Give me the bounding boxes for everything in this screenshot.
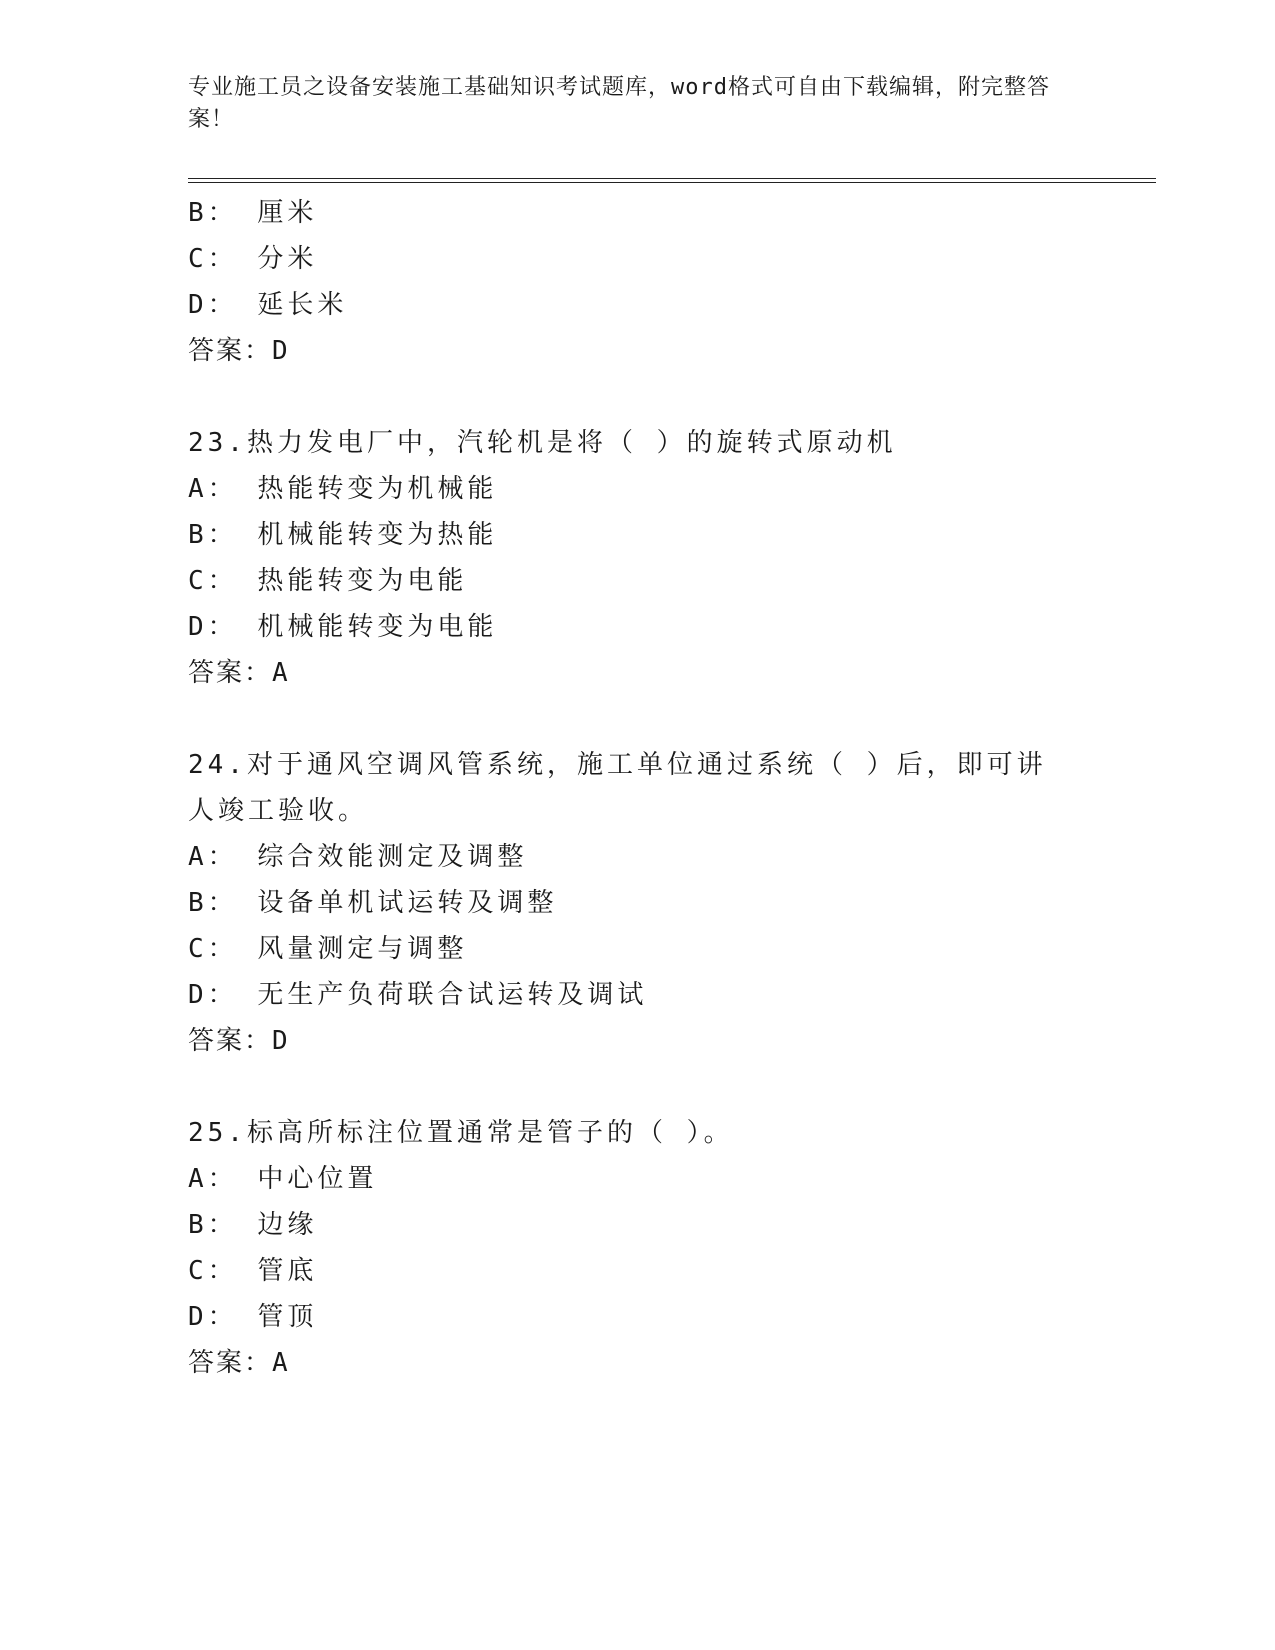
option-c: C： 分米 <box>188 244 318 274</box>
option-label: A <box>188 842 208 872</box>
option-label: C <box>188 934 208 964</box>
option-c: C： 风量测定与调整 <box>188 934 468 964</box>
spacer <box>188 1064 1068 1110</box>
answer-value: D <box>272 336 290 366</box>
option-b: B： 边缘 <box>188 1210 318 1240</box>
option-label: B <box>188 1210 208 1240</box>
option-label: D <box>188 612 208 642</box>
question-stem: 热力发电厂中，汽轮机是将（ ）的旋转式原动机 <box>246 428 897 458</box>
answer-value: A <box>272 658 290 688</box>
option-b: B： 机械能转变为热能 <box>188 520 498 550</box>
header-text: 专业施工员之设备安装施工基础知识考试题库，word格式可自由下载编辑，附完整答案！ <box>188 75 1050 132</box>
option-text: 设备单机试运转及调整 <box>257 888 558 918</box>
option-b: B： 厘米 <box>188 198 318 228</box>
spacer <box>188 696 1068 742</box>
option-text: 厘米 <box>257 198 318 228</box>
document-header <box>188 72 1068 136</box>
question-continued <box>188 190 1068 374</box>
option-label: A <box>188 474 208 504</box>
option-label: C <box>188 1256 208 1286</box>
option-a: A： 中心位置 <box>188 1164 378 1194</box>
option-c: C： 热能转变为电能 <box>188 566 468 596</box>
option-label: B <box>188 520 208 550</box>
header-divider-top <box>188 178 1156 179</box>
answer-line <box>188 650 1068 696</box>
option-text: 热能转变为电能 <box>257 566 468 596</box>
answer-value: A <box>272 1348 290 1378</box>
answer-label: 答案： <box>188 1026 273 1056</box>
answer-line <box>188 1340 1068 1386</box>
option-label: B <box>188 198 208 228</box>
option-b: B： 设备单机试运转及调整 <box>188 888 558 918</box>
question-stem: 对于通风空调风管系统，施工单位通过系统（ ）后，即可讲人竣工验收。 <box>188 750 1047 826</box>
option-label: D <box>188 980 208 1010</box>
question-number: 24. <box>188 750 247 780</box>
option-label: B <box>188 888 208 918</box>
option-text: 边缘 <box>257 1210 318 1240</box>
question-text <box>188 420 1068 466</box>
option-text: 无生产负荷联合试运转及调试 <box>257 980 648 1010</box>
option-a: A： 热能转变为机械能 <box>188 474 498 504</box>
option-label: C <box>188 244 208 274</box>
answer-label: 答案： <box>188 658 273 688</box>
question-text <box>188 1110 1068 1156</box>
option-text: 综合效能测定及调整 <box>257 842 528 872</box>
question-23 <box>188 420 1068 696</box>
question-number: 25. <box>188 1118 247 1148</box>
question-number: 23. <box>188 428 247 458</box>
option-a: A： 综合效能测定及调整 <box>188 842 528 872</box>
answer-line <box>188 328 1068 374</box>
option-text: 分米 <box>257 244 318 274</box>
option-text: 中心位置 <box>257 1164 378 1194</box>
answer-value: D <box>272 1026 290 1056</box>
option-d: D： 机械能转变为电能 <box>188 612 498 642</box>
option-d: D： 管顶 <box>188 1302 318 1332</box>
option-text: 机械能转变为热能 <box>257 520 498 550</box>
option-d: D： 延长米 <box>188 290 348 320</box>
option-label: A <box>188 1164 208 1194</box>
question-text <box>188 742 1068 834</box>
option-text: 管底 <box>257 1256 318 1286</box>
answer-label: 答案： <box>188 1348 273 1378</box>
answer-line <box>188 1018 1068 1064</box>
header-divider-bottom <box>188 182 1156 183</box>
option-text: 热能转变为机械能 <box>257 474 498 504</box>
question-25 <box>188 1110 1068 1386</box>
option-text: 风量测定与调整 <box>257 934 468 964</box>
question-stem: 标高所标注位置通常是管子的（ ）。 <box>246 1118 734 1148</box>
question-list <box>188 190 1068 1386</box>
option-c: C： 管底 <box>188 1256 318 1286</box>
spacer <box>188 374 1068 420</box>
option-label: D <box>188 1302 208 1332</box>
option-label: D <box>188 290 208 320</box>
option-d: D： 无生产负荷联合试运转及调试 <box>188 980 648 1010</box>
option-text: 管顶 <box>257 1302 318 1332</box>
option-label: C <box>188 566 208 596</box>
option-text: 延长米 <box>257 290 348 320</box>
option-text: 机械能转变为电能 <box>257 612 498 642</box>
question-24 <box>188 742 1068 1064</box>
answer-label: 答案： <box>188 336 273 366</box>
